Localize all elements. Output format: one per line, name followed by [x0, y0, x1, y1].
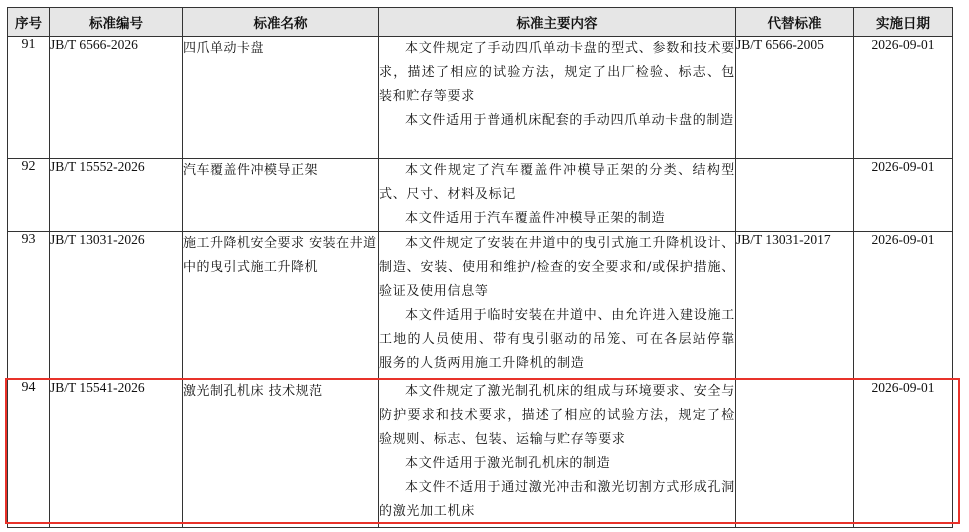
- row-date: 2026-09-01: [854, 380, 953, 528]
- content-paragraph: 本文件适用于普通机床配套的手动四爪单动卡盘的制造: [405, 113, 734, 128]
- row-num: 92: [8, 159, 50, 232]
- standards-table: [7, 7, 953, 528]
- row-name: 施工升降机安全要求 安装在井道中的曳引式施工升降机: [183, 232, 379, 380]
- row-code: JB/T 13031-2026: [50, 232, 183, 380]
- row-content: [379, 159, 736, 232]
- row-date: 2026-09-01: [854, 232, 953, 380]
- content-paragraph: 本文件规定了激光制孔机床的组成与环境要求、安全与防护要求和技术要求，描述了相应的试验方法，规定了检验规则、标志、包装、运输与贮存等要求: [379, 384, 735, 447]
- row-code: JB/T 15552-2026: [50, 159, 183, 232]
- table-header-row: [8, 8, 953, 37]
- table-row: [8, 37, 953, 159]
- content-paragraph: 本文件规定了手动四爪单动卡盘的型式、参数和技术要求，描述了相应的试验方法，规定了出厂检验、标志、包装和贮存等要求: [379, 41, 735, 104]
- row-content: [379, 232, 736, 380]
- content-paragraph: 本文件不适用于通过激光冲击和激光切割方式形成孔洞的激光加工机床: [379, 480, 735, 519]
- header-content: 标准主要内容: [379, 8, 736, 37]
- row-replace: [736, 380, 854, 528]
- row-content: [379, 380, 736, 528]
- content-paragraph: 本文件适用于临时安装在井道中、由允许进入建设施工工地的人员使用、带有曳引驱动的吊笼、可在各层站停靠服务的人货两用施工升降机的制造: [379, 308, 735, 371]
- row-content: [379, 37, 736, 159]
- row-date: 2026-09-01: [854, 159, 953, 232]
- header-date: 实施日期: [854, 8, 953, 37]
- row-name: 四爪单动卡盘: [183, 37, 379, 159]
- row-num: 94: [8, 380, 50, 528]
- row-num: 91: [8, 37, 50, 159]
- content-paragraph: 本文件规定了安装在井道中的曳引式施工升降机设计、制造、安装、使用和维护/检查的安全要求和/或保护措施、验证及使用信息等: [379, 236, 735, 299]
- table-row: [8, 159, 953, 232]
- content-paragraph: 本文件适用于汽车覆盖件冲模导正架的制造: [405, 211, 666, 226]
- table-row: [8, 232, 953, 380]
- row-replace: JB/T 6566-2005: [736, 37, 854, 159]
- row-date: 2026-09-01: [854, 37, 953, 159]
- header-num: 序号: [8, 8, 50, 37]
- row-replace: [736, 159, 854, 232]
- content-paragraph: 本文件适用于激光制孔机床的制造: [405, 456, 611, 471]
- row-replace: JB/T 13031-2017: [736, 232, 854, 380]
- content-paragraph: 本文件规定了汽车覆盖件冲模导正架的分类、结构型式、尺寸、材料及标记: [379, 163, 735, 202]
- header-replace: 代替标准: [736, 8, 854, 37]
- header-code: 标准编号: [50, 8, 183, 37]
- table-row: [8, 380, 953, 528]
- row-num: 93: [8, 232, 50, 380]
- row-code: JB/T 15541-2026: [50, 380, 183, 528]
- header-name: 标准名称: [183, 8, 379, 37]
- row-code: JB/T 6566-2026: [50, 37, 183, 159]
- row-name: 激光制孔机床 技术规范: [183, 380, 379, 528]
- row-name: 汽车覆盖件冲模导正架: [183, 159, 379, 232]
